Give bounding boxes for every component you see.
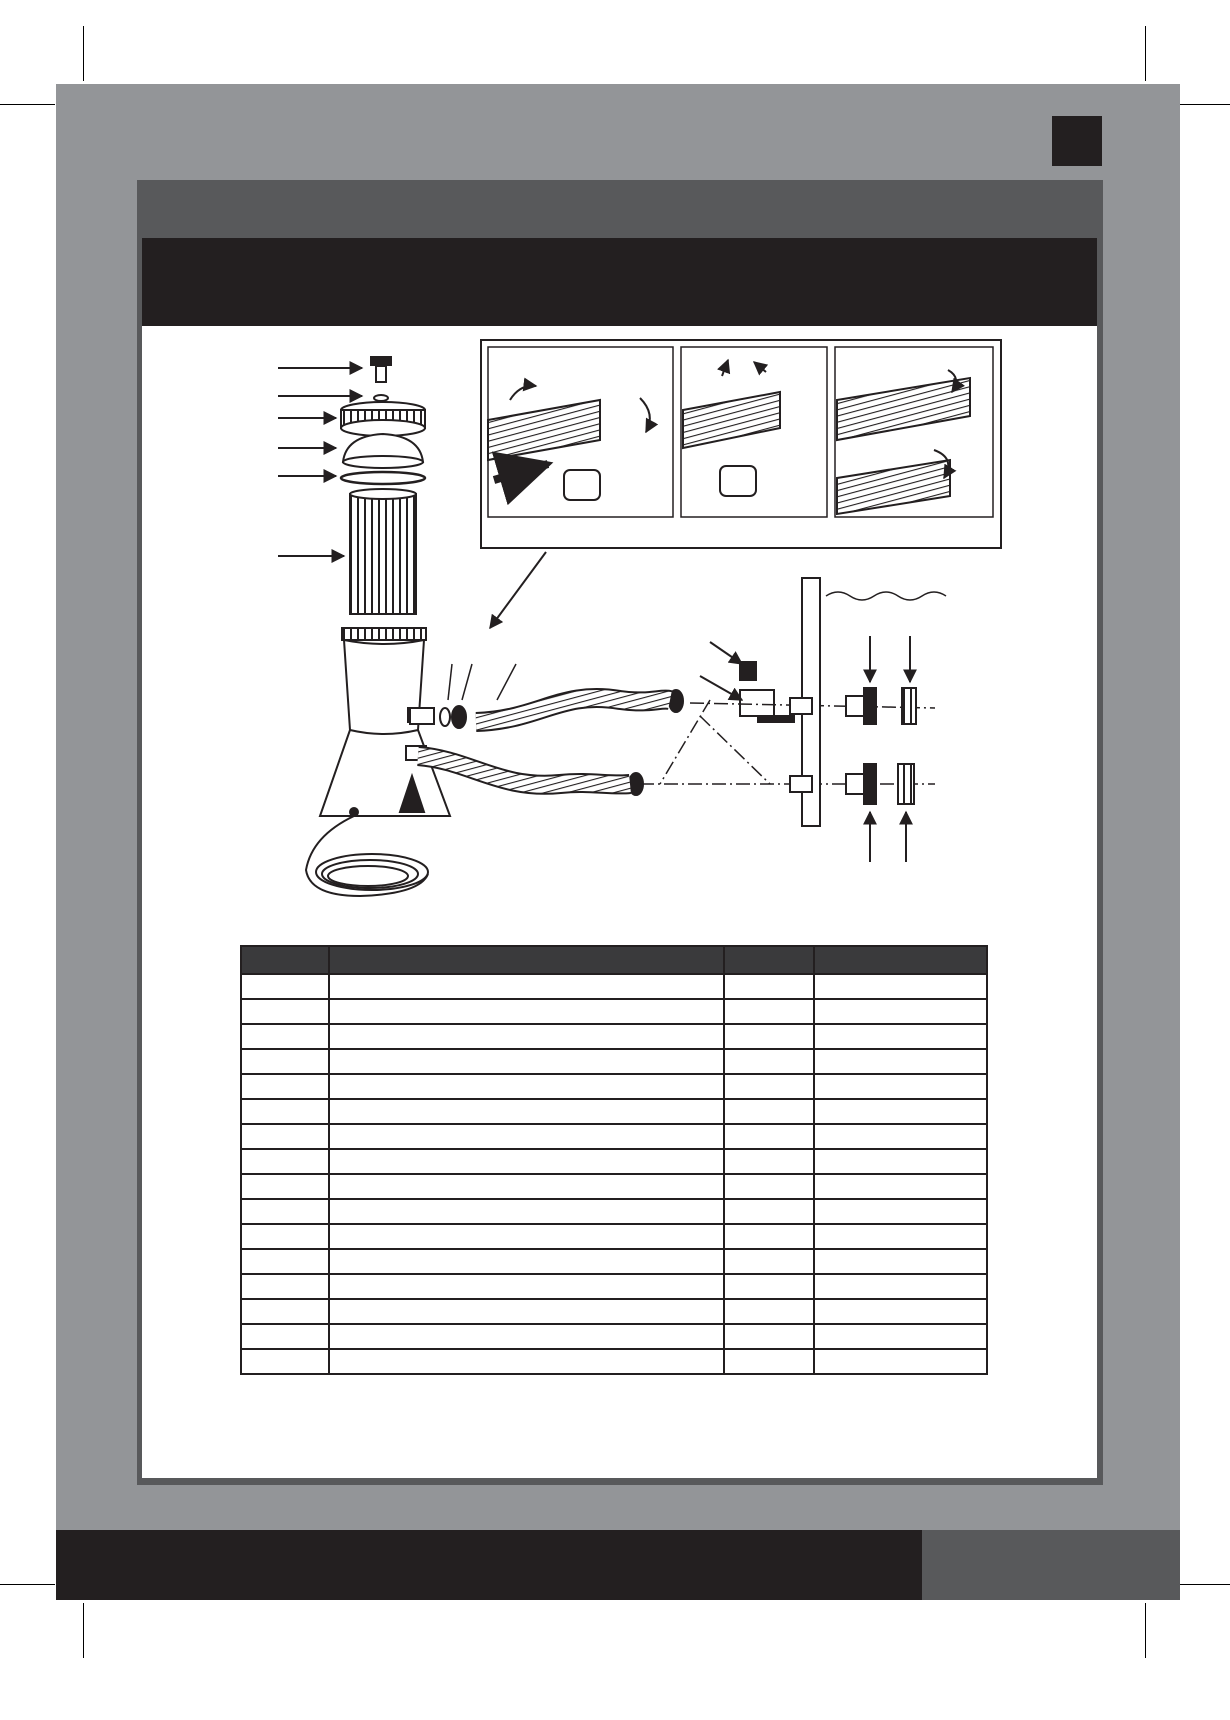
knob-icon (370, 356, 392, 382)
table-cell (724, 1249, 814, 1274)
table-cell (329, 999, 724, 1024)
table-cell (329, 1324, 724, 1349)
table-cell (241, 1074, 329, 1099)
table-cell (814, 1024, 987, 1049)
o-ring-icon (374, 395, 388, 401)
column-header (814, 946, 987, 974)
table-cell (814, 1049, 987, 1074)
table-row (241, 1124, 987, 1149)
table-row (241, 1224, 987, 1249)
connection-lines (640, 700, 935, 784)
table-cell (724, 1224, 814, 1249)
table-cell (724, 1324, 814, 1349)
table-row (241, 1349, 987, 1374)
table-cell (814, 1074, 987, 1099)
installation-inset (481, 340, 1001, 548)
table-cell (329, 1299, 724, 1324)
table-row (241, 1299, 987, 1324)
strainer-grid-icon (846, 688, 916, 804)
water-surface (826, 592, 946, 600)
table-cell (814, 1224, 987, 1249)
table-row (241, 1149, 987, 1174)
table-cell (724, 1049, 814, 1074)
table-cell (724, 999, 814, 1024)
table-cell (241, 1174, 329, 1199)
table-cell (241, 1149, 329, 1174)
table-cell (814, 1099, 987, 1124)
table-cell (814, 1299, 987, 1324)
table-cell (329, 1274, 724, 1299)
table-cell (241, 1299, 329, 1324)
plunger-valve-icon (740, 662, 794, 722)
table-cell (724, 1024, 814, 1049)
table-cell (329, 1124, 724, 1149)
table-row (241, 1324, 987, 1349)
power-cord-icon (306, 816, 428, 896)
table-cell (814, 1349, 987, 1374)
table-cell (241, 1124, 329, 1149)
table-row (241, 999, 987, 1024)
table-cell (241, 1099, 329, 1124)
table-cell (814, 1324, 987, 1349)
table-row (241, 1049, 987, 1074)
table-cell (241, 1249, 329, 1274)
table-cell (329, 1199, 724, 1224)
table-cell (814, 1124, 987, 1149)
filter-cap-icon (341, 402, 425, 436)
table-cell (329, 1074, 724, 1099)
table-header-row (241, 946, 987, 974)
table-cell (724, 1149, 814, 1174)
footer-bar (56, 1530, 922, 1600)
table-row (241, 974, 987, 999)
table-cell (329, 1224, 724, 1249)
table-cell (241, 999, 329, 1024)
table-row (241, 1199, 987, 1224)
column-header (724, 946, 814, 974)
table-cell (329, 1149, 724, 1174)
table-cell (724, 1274, 814, 1299)
power-socket-icon (349, 807, 359, 817)
table-cell (814, 1149, 987, 1174)
parts-table (240, 945, 988, 1375)
table-row (241, 1099, 987, 1124)
table-cell (814, 974, 987, 999)
table-cell (724, 1299, 814, 1324)
table-cell (241, 1049, 329, 1074)
table-cell (241, 974, 329, 999)
table-row (241, 1174, 987, 1199)
table-cell (814, 999, 987, 1024)
table-cell (724, 1099, 814, 1124)
table-row (241, 1249, 987, 1274)
table-cell (241, 1224, 329, 1249)
table-cell (724, 1174, 814, 1199)
callout-lines (448, 664, 516, 700)
table-row (241, 1274, 987, 1299)
footer-tab (922, 1530, 1180, 1600)
table-cell (814, 1274, 987, 1299)
table-cell (724, 1349, 814, 1374)
table-cell (241, 1024, 329, 1049)
column-header (241, 946, 329, 974)
table-cell (241, 1324, 329, 1349)
table-cell (724, 1074, 814, 1099)
table-row (241, 1024, 987, 1049)
table-cell (724, 1124, 814, 1149)
table-cell (329, 1249, 724, 1274)
table-cell (814, 1174, 987, 1199)
table-cell (329, 1024, 724, 1049)
table-cell (814, 1199, 987, 1224)
table-cell (329, 1349, 724, 1374)
table-cell (241, 1349, 329, 1374)
table-cell (724, 1199, 814, 1224)
table-cell (241, 1199, 329, 1224)
table-cell (329, 1049, 724, 1074)
column-header (329, 946, 724, 974)
table-cell (724, 974, 814, 999)
seal-ring-icon (341, 472, 425, 484)
table-cell (814, 1249, 987, 1274)
table-cell (329, 1174, 724, 1199)
table-cell (241, 1274, 329, 1299)
table-row (241, 1074, 987, 1099)
table-cell (329, 1099, 724, 1124)
filter-cartridge-icon (350, 489, 416, 614)
table-cell (329, 974, 724, 999)
